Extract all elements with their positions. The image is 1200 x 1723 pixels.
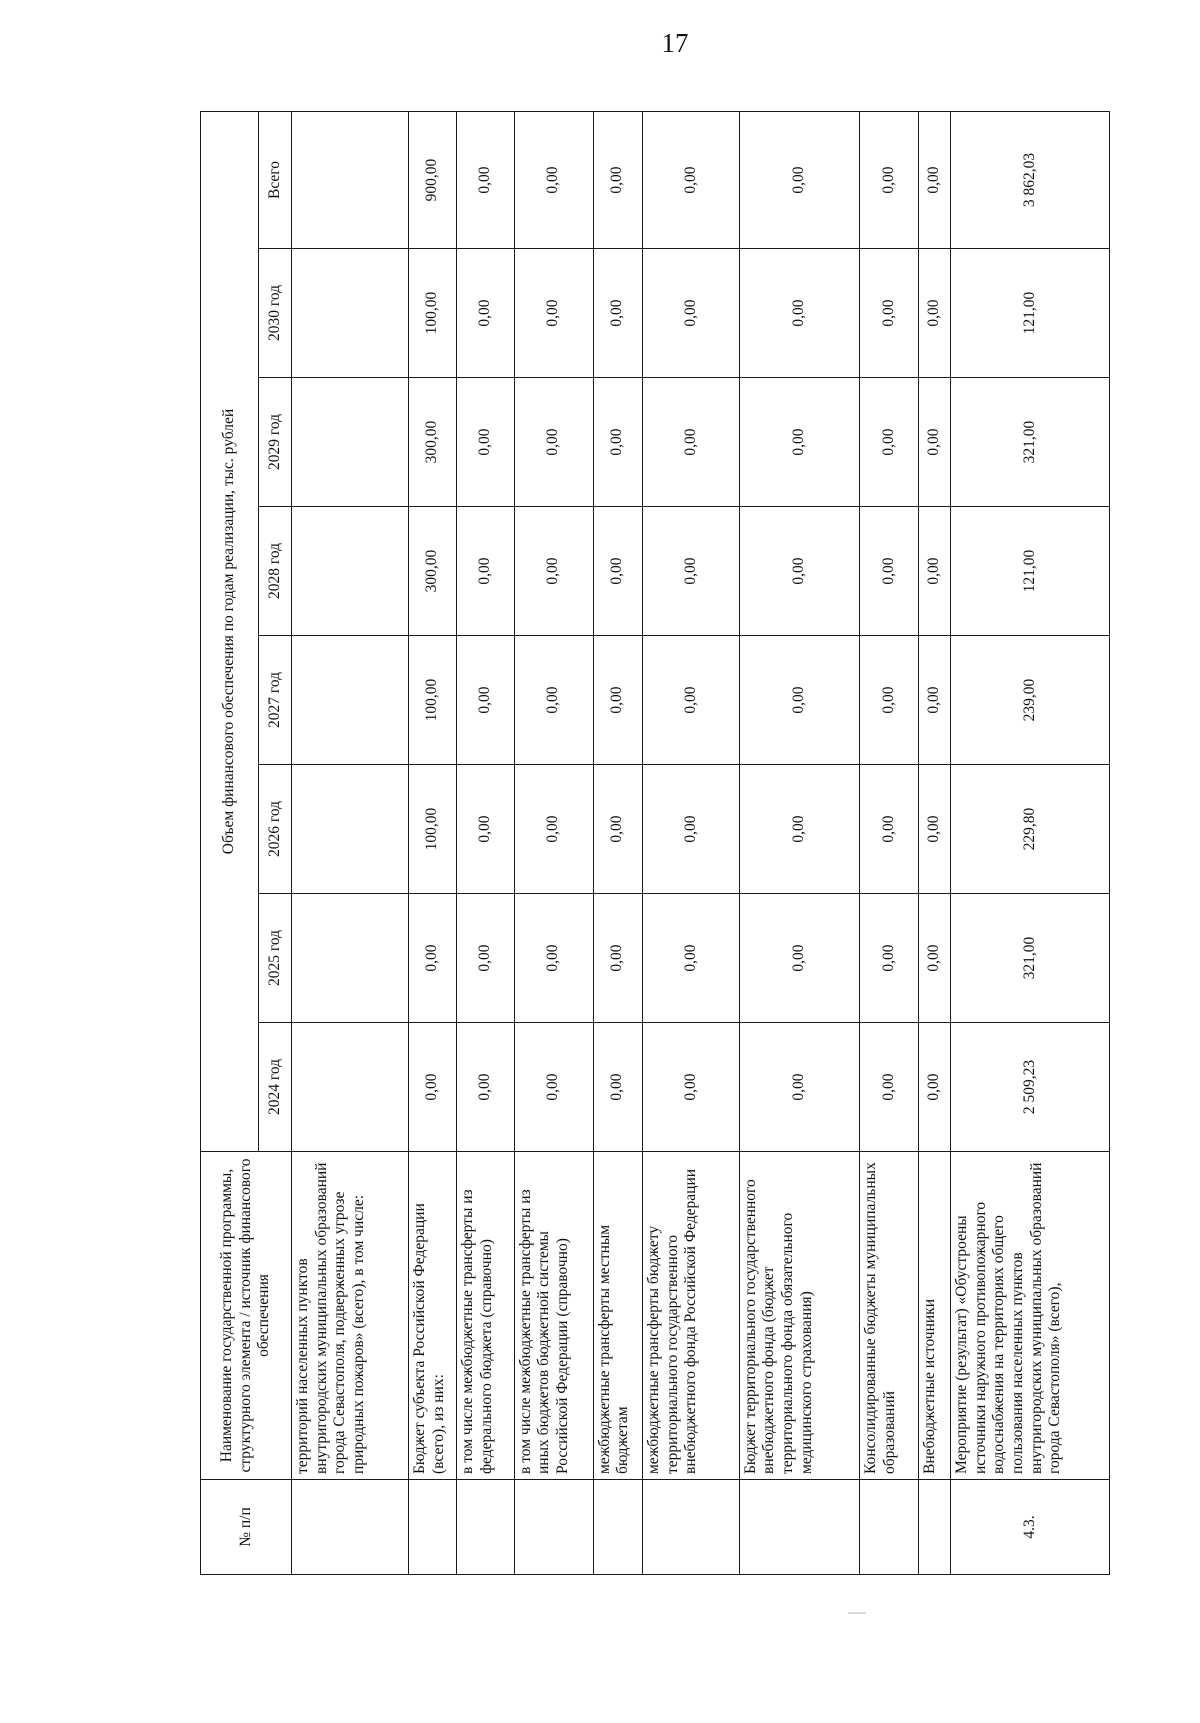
cell-value: 0,00 [739,507,859,636]
cell-total: 3 862,03 [951,112,1110,249]
cell-value: 0,00 [739,1023,859,1152]
table-body [292,112,1110,1575]
row-number [409,1480,457,1575]
cell-value: 0,00 [593,765,643,894]
cell-value: 0,00 [739,636,859,765]
cell-value [292,249,409,378]
cell-value: 0,00 [739,894,859,1023]
row-number [739,1480,859,1575]
header-year-2026: 2026 год [259,765,292,894]
cell-total: 0,00 [514,112,593,249]
cell-total [292,112,409,249]
cell-value: 0,00 [918,765,951,894]
cell-total: 0,00 [918,112,951,249]
rotated-table-container [200,112,1110,1575]
table-row [593,112,643,1575]
cell-value: 0,00 [860,894,919,1023]
cell-value: 0,00 [593,894,643,1023]
cell-value: 0,00 [514,765,593,894]
header-year-2028: 2028 год [259,507,292,636]
cell-value: 0,00 [457,1023,514,1152]
cell-value [292,636,409,765]
cell-value: 121,00 [951,249,1110,378]
cell-total: 0,00 [643,112,740,249]
header-year-2030: 2030 год [259,249,292,378]
cell-value: 0,00 [739,765,859,894]
cell-value: 300,00 [409,378,457,507]
cell-value [292,894,409,1023]
table-row [643,112,740,1575]
cell-value: 0,00 [514,378,593,507]
row-source-name: межбюджетные трансферты бюджету территориального государственного внебюджетного фонда Российской Федерации [643,1152,740,1480]
cell-value: 0,00 [643,378,740,507]
table-row [514,112,593,1575]
row-source-name: Бюджет территориального государственного внебюджетного фонда (бюджет территориального фонда обязательного медицинского страхования) [739,1152,859,1480]
cell-value: 239,00 [951,636,1110,765]
cell-value: 0,00 [918,1023,951,1152]
cell-total: 0,00 [457,112,514,249]
cell-value: 0,00 [860,249,919,378]
cell-value: 100,00 [409,765,457,894]
cell-value: 0,00 [860,636,919,765]
cell-value [292,1023,409,1152]
cell-value: 321,00 [951,894,1110,1023]
financing-table [200,111,1110,1575]
cell-value: 0,00 [457,249,514,378]
header-year-2027: 2027 год [259,636,292,765]
cell-value: 2 509,23 [951,1023,1110,1152]
row-source-name: Бюджет субъекта Российской Федерации (всего), из них: [409,1152,457,1480]
cell-value: 0,00 [457,765,514,894]
table-row [860,112,919,1575]
table-row [918,112,951,1575]
cell-value: 0,00 [457,378,514,507]
row-number: 4.3. [951,1480,1110,1575]
header-year-2025: 2025 год [259,894,292,1023]
cell-value: 0,00 [593,636,643,765]
cell-value: 0,00 [918,249,951,378]
row-source-name: межбюджетные трансферты местным бюджетам [593,1152,643,1480]
header-year-2029: 2029 год [259,378,292,507]
header-total: Всего [259,112,292,249]
cell-value: 0,00 [860,507,919,636]
cell-value: 300,00 [409,507,457,636]
row-number [918,1480,951,1575]
cell-value [292,507,409,636]
header-number: № п/п [201,1480,292,1575]
header-volume: Объем финансового обеспечения по годам реализации, тыс. рублей [201,112,259,1152]
cell-value: 0,00 [643,249,740,378]
row-source-name: в том числе межбюджетные трансферты из иных бюджетов бюджетной системы Российской Федерации (справочно) [514,1152,593,1480]
cell-value: 100,00 [409,249,457,378]
cell-value: 0,00 [918,636,951,765]
page-number: 17 [661,28,689,58]
cell-value: 0,00 [739,249,859,378]
cell-value [292,378,409,507]
table-row [292,112,409,1575]
cell-value: 0,00 [643,636,740,765]
row-source-name: в том числе межбюджетные трансферты из федерального бюджета (справочно) [457,1152,514,1480]
cell-value: 0,00 [860,765,919,894]
row-number [514,1480,593,1575]
cell-value: 0,00 [593,378,643,507]
cell-value: 0,00 [409,894,457,1023]
cell-value: 0,00 [643,765,740,894]
cell-value: 0,00 [514,894,593,1023]
cell-total: 900,00 [409,112,457,249]
cell-value: 0,00 [457,894,514,1023]
row-source-name: территорий населенных пунктов внутригородских муниципальных образований города Севастополя, подверженных угрозе природных пожаров» (всего), в том числе: [292,1152,409,1480]
cell-value: 0,00 [514,249,593,378]
row-source-name: Мероприятие (результат) «Обустроены источники наружного противопожарного водоснабжения на территориях общего пользования населенных пунктов внутригородских муниципальных образований города Севастополя» (всего), [951,1152,1110,1480]
cell-value: 321,00 [951,378,1110,507]
cell-value: 0,00 [643,1023,740,1152]
cell-value: 0,00 [860,378,919,507]
cell-value: 0,00 [409,1023,457,1152]
row-number [643,1480,740,1575]
cell-value: 0,00 [593,1023,643,1152]
cell-value: 0,00 [739,378,859,507]
table-row [951,112,1110,1575]
cell-value: 0,00 [514,1023,593,1152]
cell-value: 0,00 [514,507,593,636]
cell-total: 0,00 [860,112,919,249]
cell-value: 0,00 [918,378,951,507]
cell-total: 0,00 [739,112,859,249]
row-source-name: Консолидированные бюджеты муниципальных образований [860,1152,919,1480]
scan-mark [848,1612,866,1614]
cell-value: 0,00 [860,1023,919,1152]
cell-value: 0,00 [643,507,740,636]
cell-value: 0,00 [918,894,951,1023]
cell-value: 0,00 [514,636,593,765]
cell-value: 0,00 [457,636,514,765]
header-name: Наименование государственной программы, структурного элемента / источник финансового обеспечения [201,1152,292,1480]
cell-value: 0,00 [457,507,514,636]
cell-value [292,765,409,894]
row-number [457,1480,514,1575]
cell-value: 0,00 [593,507,643,636]
cell-value: 229,80 [951,765,1110,894]
cell-value: 121,00 [951,507,1110,636]
cell-value: 0,00 [643,894,740,1023]
table-row [739,112,859,1575]
row-number [292,1480,409,1575]
row-number [593,1480,643,1575]
row-source-name: Внебюджетные источники [918,1152,951,1480]
cell-value: 0,00 [918,507,951,636]
table-row [457,112,514,1575]
cell-total: 0,00 [593,112,643,249]
row-number [860,1480,919,1575]
table-row [409,112,457,1575]
cell-value: 0,00 [593,249,643,378]
cell-value: 100,00 [409,636,457,765]
header-year-2024: 2024 год [259,1023,292,1152]
